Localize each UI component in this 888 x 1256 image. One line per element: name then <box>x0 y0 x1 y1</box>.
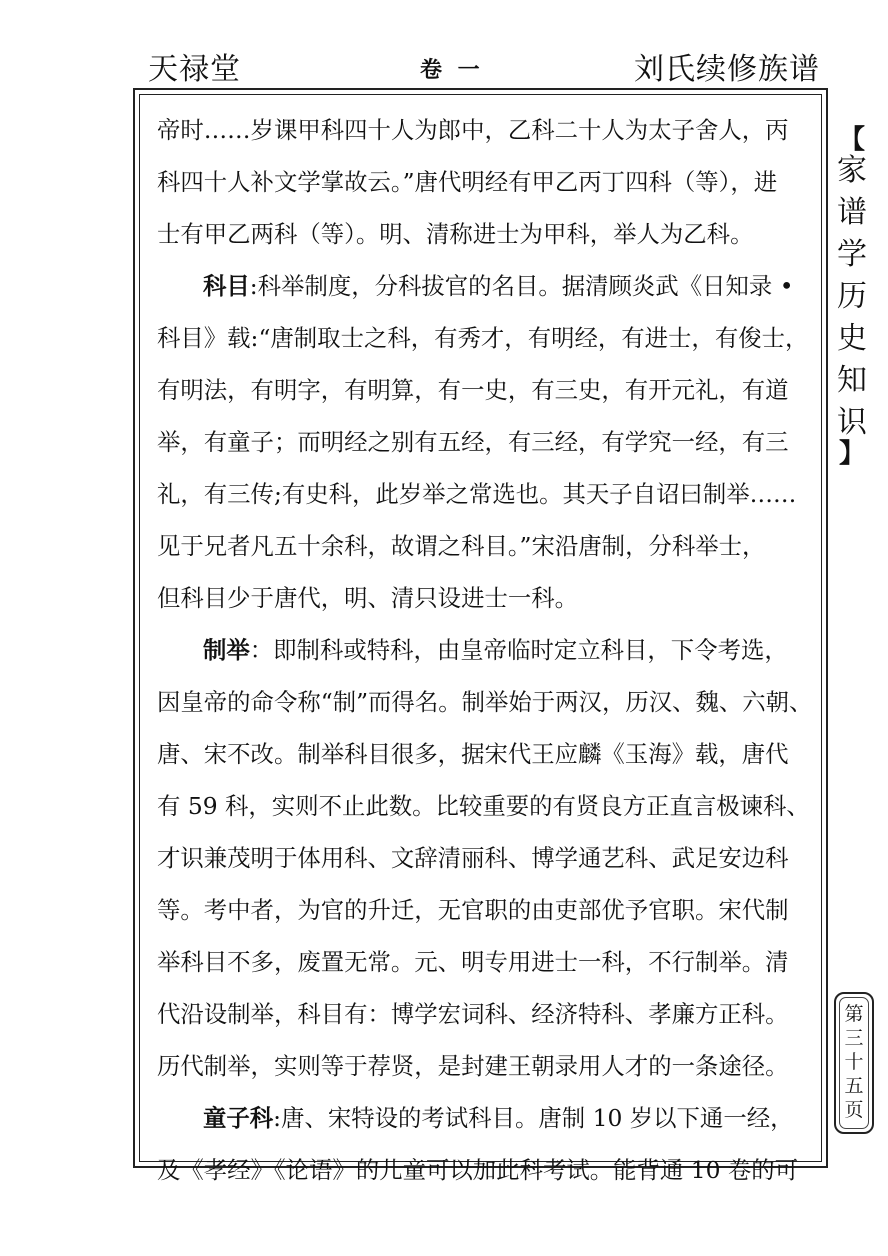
text-line: 历代制举，实则等于荐贤，是封建王朝录用人才的一条途径。 <box>157 1052 789 1080</box>
text-line: 帝时……岁课甲科四十人为郎中，乙科二十人为太子舍人，丙 <box>157 116 789 144</box>
text-line: 举科目不多，废置无常。元、明专用进士一科，不行制举。清 <box>157 948 789 976</box>
page-number-char: 第 <box>844 1003 864 1025</box>
text-line: :唐、宋特设的考试科目。唐制 10 岁以下通一经， <box>273 1104 794 1132</box>
text-line: 代沿设制举，科目有：博学宏词科、经济特科、孝廉方正科。 <box>157 1000 789 1028</box>
paragraph-keju-subjects <box>157 260 813 312</box>
header-family-hall: 天禄堂 <box>148 52 241 87</box>
text-line: 有 59 科，实则不止此数。比较重要的有贤良方正直言极谏科、 <box>157 792 810 820</box>
section-tab-char: 史 <box>837 321 867 356</box>
page-number-char: 十 <box>844 1051 864 1073</box>
section-tab-char: 识 <box>837 405 867 440</box>
page-number-char: 五 <box>844 1075 864 1097</box>
body-text <box>157 104 813 1196</box>
bracket-open: 【 <box>838 125 865 155</box>
text-line: 但科目少于唐代，明、清只设进士一科。 <box>157 584 579 612</box>
text-line: ：即制科或特科，由皇帝临时定立科目，下令考选， <box>249 636 788 664</box>
text-line: 科目》载:“唐制取士之科，有秀才，有明经，有进士，有俊士， <box>157 324 809 352</box>
text-line: 唐、宋不改。制举科目很多，据宋代王应麟《玉海》载，唐代 <box>157 740 789 768</box>
paragraph-zhiju <box>157 624 813 676</box>
section-tab-char: 谱 <box>837 195 867 230</box>
page-number-char: 三 <box>844 1027 864 1049</box>
section-tab-char: 历 <box>837 279 867 314</box>
page-number-char: 页 <box>844 1099 864 1121</box>
term-heading: 科目 <box>203 272 250 300</box>
text-line: 等。考中者，为官的升迁，无官职的由吏部优予官职。宋代制 <box>157 896 789 924</box>
text-line: :科举制度，分科拔官的名目。据清顾炎武《日知录 • <box>249 272 794 300</box>
page-number-label <box>834 992 874 1134</box>
section-tab <box>834 125 870 469</box>
paragraph-tongzike <box>157 1092 813 1144</box>
text-line: 及《孝经》《论语》的儿童可以加此科考试。能背通 10 卷的可 <box>157 1156 799 1184</box>
text-line: 礼，有三传;有史科，此岁举之常选也。其天子自诏曰制举…… <box>157 480 797 508</box>
header-genealogy-title: 刘氏续修族谱 <box>634 52 820 87</box>
text-line: 见于兄者凡五十余科，故谓之科目。”宋沿唐制，分科举士， <box>157 532 766 560</box>
text-line: 有明法，有明字，有明算，有一史，有三史，有开元礼，有道 <box>157 376 789 404</box>
section-tab-char: 学 <box>837 237 867 272</box>
section-tab-char: 家 <box>837 153 867 188</box>
text-line: 才识兼茂明于体用科、文辞清丽科、博学通艺科、武足安边科 <box>157 844 789 872</box>
bracket-close: 】 <box>838 439 865 469</box>
term-heading: 制举 <box>203 636 250 664</box>
section-tab-char: 知 <box>837 363 867 398</box>
text-line: 因皇帝的命令称“制”而得名。制举始于两汉，历汉、魏、六朝、 <box>157 688 813 716</box>
text-line: 举，有童子；而明经之别有五经，有三经，有学究一经，有三 <box>157 428 789 456</box>
text-line: 士有甲乙两科（等）。明、清称进士为甲科，举人为乙科。 <box>157 220 754 248</box>
header-volume: 卷 一 <box>420 57 484 83</box>
text-line: 科四十人补文学掌故云。”唐代明经有甲乙丙丁四科（等），进 <box>157 168 778 196</box>
term-heading: 童子科 <box>203 1104 274 1132</box>
